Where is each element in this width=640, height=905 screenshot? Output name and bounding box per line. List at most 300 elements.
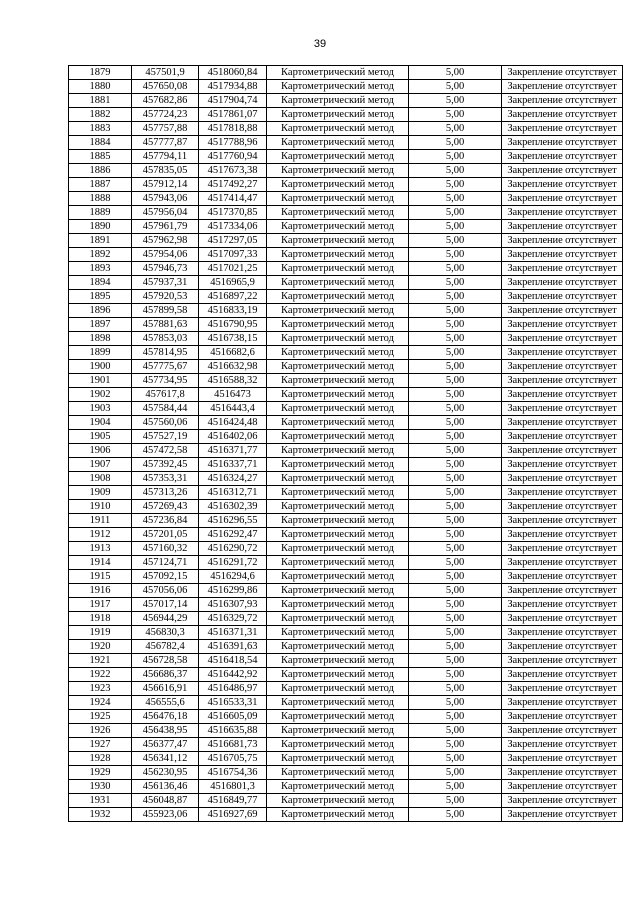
fixation-cell: Закрепление отсутствует [502, 766, 623, 780]
x-coordinate-cell: 457682,86 [132, 94, 199, 108]
table-row [69, 766, 623, 780]
method-cell: Картометрический метод [267, 206, 409, 220]
y-coordinate-cell: 4517904,74 [199, 94, 267, 108]
method-cell: Картометрический метод [267, 500, 409, 514]
fixation-cell: Закрепление отсутствует [502, 318, 623, 332]
fixation-cell: Закрепление отсутствует [502, 472, 623, 486]
y-coordinate-cell: 4516371,77 [199, 444, 267, 458]
point-number-cell: 1892 [69, 248, 132, 262]
point-number-cell: 1926 [69, 724, 132, 738]
point-number-cell: 1886 [69, 164, 132, 178]
method-cell: Картометрический метод [267, 304, 409, 318]
fixation-cell: Закрепление отсутствует [502, 388, 623, 402]
table-row [69, 738, 623, 752]
method-cell: Картометрический метод [267, 346, 409, 360]
point-number-cell: 1918 [69, 612, 132, 626]
method-cell: Картометрический метод [267, 612, 409, 626]
x-coordinate-cell: 456048,87 [132, 794, 199, 808]
point-number-cell: 1898 [69, 332, 132, 346]
fixation-cell: Закрепление отсутствует [502, 402, 623, 416]
table-row [69, 528, 623, 542]
point-number-cell: 1900 [69, 360, 132, 374]
method-cell: Картометрический метод [267, 66, 409, 80]
fixation-cell: Закрепление отсутствует [502, 276, 623, 290]
fixation-cell: Закрепление отсутствует [502, 150, 623, 164]
point-number-cell: 1885 [69, 150, 132, 164]
method-cell: Картометрический метод [267, 374, 409, 388]
y-coordinate-cell: 4516635,88 [199, 724, 267, 738]
fixation-cell: Закрепление отсутствует [502, 724, 623, 738]
accuracy-cell: 5,00 [409, 556, 502, 570]
table-row [69, 598, 623, 612]
table-row [69, 668, 623, 682]
fixation-cell: Закрепление отсутствует [502, 304, 623, 318]
table-row [69, 640, 623, 654]
point-number-cell: 1909 [69, 486, 132, 500]
accuracy-cell: 5,00 [409, 710, 502, 724]
point-number-cell: 1894 [69, 276, 132, 290]
method-cell: Картометрический метод [267, 136, 409, 150]
table-row [69, 150, 623, 164]
fixation-cell: Закрепление отсутствует [502, 668, 623, 682]
accuracy-cell: 5,00 [409, 766, 502, 780]
accuracy-cell: 5,00 [409, 528, 502, 542]
method-cell: Картометрический метод [267, 416, 409, 430]
accuracy-cell: 5,00 [409, 374, 502, 388]
method-cell: Картометрический метод [267, 542, 409, 556]
point-number-cell: 1924 [69, 696, 132, 710]
method-cell: Картометрический метод [267, 598, 409, 612]
accuracy-cell: 5,00 [409, 94, 502, 108]
fixation-cell: Закрепление отсутствует [502, 192, 623, 206]
x-coordinate-cell: 456341,12 [132, 752, 199, 766]
point-number-cell: 1930 [69, 780, 132, 794]
x-coordinate-cell: 455923,06 [132, 808, 199, 822]
method-cell: Картометрический метод [267, 248, 409, 262]
point-number-cell: 1917 [69, 598, 132, 612]
y-coordinate-cell: 4516402,06 [199, 430, 267, 444]
x-coordinate-cell: 457584,44 [132, 402, 199, 416]
x-coordinate-cell: 457943,06 [132, 192, 199, 206]
method-cell: Картометрический метод [267, 430, 409, 444]
x-coordinate-cell: 457353,31 [132, 472, 199, 486]
point-number-cell: 1902 [69, 388, 132, 402]
y-coordinate-cell: 4516833,19 [199, 304, 267, 318]
fixation-cell: Закрепление отсутствует [502, 808, 623, 822]
x-coordinate-cell: 457501,9 [132, 66, 199, 80]
y-coordinate-cell: 4516897,22 [199, 290, 267, 304]
point-number-cell: 1881 [69, 94, 132, 108]
method-cell: Картометрический метод [267, 724, 409, 738]
y-coordinate-cell: 4517370,85 [199, 206, 267, 220]
table-row [69, 430, 623, 444]
table-row [69, 612, 623, 626]
point-number-cell: 1879 [69, 66, 132, 80]
table-row [69, 542, 623, 556]
method-cell: Картометрический метод [267, 584, 409, 598]
point-number-cell: 1901 [69, 374, 132, 388]
table-row [69, 318, 623, 332]
table-row [69, 262, 623, 276]
point-number-cell: 1908 [69, 472, 132, 486]
x-coordinate-cell: 457777,87 [132, 136, 199, 150]
point-number-cell: 1911 [69, 514, 132, 528]
point-number-cell: 1887 [69, 178, 132, 192]
method-cell: Картометрический метод [267, 388, 409, 402]
point-number-cell: 1895 [69, 290, 132, 304]
x-coordinate-cell: 457617,8 [132, 388, 199, 402]
accuracy-cell: 5,00 [409, 626, 502, 640]
x-coordinate-cell: 456555,6 [132, 696, 199, 710]
accuracy-cell: 5,00 [409, 598, 502, 612]
y-coordinate-cell: 4516302,39 [199, 500, 267, 514]
accuracy-cell: 5,00 [409, 360, 502, 374]
table-row [69, 94, 623, 108]
fixation-cell: Закрепление отсутствует [502, 486, 623, 500]
y-coordinate-cell: 4516605,09 [199, 710, 267, 724]
fixation-cell: Закрепление отсутствует [502, 332, 623, 346]
x-coordinate-cell: 457881,63 [132, 318, 199, 332]
point-number-cell: 1922 [69, 668, 132, 682]
method-cell: Картометрический метод [267, 444, 409, 458]
fixation-cell: Закрепление отсутствует [502, 528, 623, 542]
table-row [69, 794, 623, 808]
y-coordinate-cell: 4516705,75 [199, 752, 267, 766]
fixation-cell: Закрепление отсутствует [502, 234, 623, 248]
table-row [69, 388, 623, 402]
x-coordinate-cell: 457056,06 [132, 584, 199, 598]
table-row [69, 360, 623, 374]
fixation-cell: Закрепление отсутствует [502, 374, 623, 388]
x-coordinate-cell: 457853,03 [132, 332, 199, 346]
table-row [69, 304, 623, 318]
table-row [69, 710, 623, 724]
y-coordinate-cell: 4516965,9 [199, 276, 267, 290]
x-coordinate-cell: 457160,32 [132, 542, 199, 556]
fixation-cell: Закрепление отсутствует [502, 738, 623, 752]
fixation-cell: Закрепление отсутствует [502, 178, 623, 192]
y-coordinate-cell: 4516290,72 [199, 542, 267, 556]
y-coordinate-cell: 4516292,47 [199, 528, 267, 542]
method-cell: Картометрический метод [267, 80, 409, 94]
x-coordinate-cell: 457734,95 [132, 374, 199, 388]
point-number-cell: 1906 [69, 444, 132, 458]
accuracy-cell: 5,00 [409, 542, 502, 556]
point-number-cell: 1884 [69, 136, 132, 150]
page-number: 39 [313, 38, 327, 50]
accuracy-cell: 5,00 [409, 332, 502, 346]
fixation-cell: Закрепление отсутствует [502, 108, 623, 122]
y-coordinate-cell: 4516849,77 [199, 794, 267, 808]
table-row [69, 486, 623, 500]
fixation-cell: Закрепление отсутствует [502, 136, 623, 150]
method-cell: Картометрический метод [267, 696, 409, 710]
table-row [69, 780, 623, 794]
point-number-cell: 1929 [69, 766, 132, 780]
fixation-cell: Закрепление отсутствует [502, 66, 623, 80]
y-coordinate-cell: 4517934,88 [199, 80, 267, 94]
x-coordinate-cell: 456830,3 [132, 626, 199, 640]
method-cell: Картометрический метод [267, 192, 409, 206]
y-coordinate-cell: 4517297,05 [199, 234, 267, 248]
x-coordinate-cell: 457560,06 [132, 416, 199, 430]
y-coordinate-cell: 4516294,6 [199, 570, 267, 584]
table-row [69, 332, 623, 346]
point-number-cell: 1889 [69, 206, 132, 220]
point-number-cell: 1910 [69, 500, 132, 514]
method-cell: Картометрический метод [267, 122, 409, 136]
point-number-cell: 1932 [69, 808, 132, 822]
fixation-cell: Закрепление отсутствует [502, 696, 623, 710]
table-row [69, 458, 623, 472]
x-coordinate-cell: 457313,26 [132, 486, 199, 500]
table-row [69, 206, 623, 220]
method-cell: Картометрический метод [267, 794, 409, 808]
method-cell: Картометрический метод [267, 108, 409, 122]
accuracy-cell: 5,00 [409, 318, 502, 332]
table-row [69, 444, 623, 458]
x-coordinate-cell: 457956,04 [132, 206, 199, 220]
method-cell: Картометрический метод [267, 220, 409, 234]
accuracy-cell: 5,00 [409, 150, 502, 164]
x-coordinate-cell: 457899,58 [132, 304, 199, 318]
accuracy-cell: 5,00 [409, 486, 502, 500]
fixation-cell: Закрепление отсутствует [502, 458, 623, 472]
x-coordinate-cell: 457650,08 [132, 80, 199, 94]
table-row [69, 472, 623, 486]
accuracy-cell: 5,00 [409, 164, 502, 178]
y-coordinate-cell: 4516312,71 [199, 486, 267, 500]
accuracy-cell: 5,00 [409, 234, 502, 248]
fixation-cell: Закрепление отсутствует [502, 360, 623, 374]
method-cell: Картометрический метод [267, 164, 409, 178]
x-coordinate-cell: 456616,91 [132, 682, 199, 696]
point-number-cell: 1896 [69, 304, 132, 318]
fixation-cell: Закрепление отсутствует [502, 94, 623, 108]
point-number-cell: 1925 [69, 710, 132, 724]
fixation-cell: Закрепление отсутствует [502, 780, 623, 794]
fixation-cell: Закрепление отсутствует [502, 514, 623, 528]
y-coordinate-cell: 4517097,33 [199, 248, 267, 262]
x-coordinate-cell: 457092,15 [132, 570, 199, 584]
method-cell: Картометрический метод [267, 262, 409, 276]
accuracy-cell: 5,00 [409, 584, 502, 598]
table-row [69, 80, 623, 94]
accuracy-cell: 5,00 [409, 654, 502, 668]
table-row [69, 248, 623, 262]
method-cell: Картометрический метод [267, 640, 409, 654]
x-coordinate-cell: 456686,37 [132, 668, 199, 682]
table-row [69, 66, 623, 80]
point-number-cell: 1915 [69, 570, 132, 584]
point-number-cell: 1891 [69, 234, 132, 248]
accuracy-cell: 5,00 [409, 668, 502, 682]
table-row [69, 584, 623, 598]
table-row [69, 514, 623, 528]
fixation-cell: Закрепление отсутствует [502, 612, 623, 626]
x-coordinate-cell: 456438,95 [132, 724, 199, 738]
y-coordinate-cell: 4516754,36 [199, 766, 267, 780]
point-number-cell: 1882 [69, 108, 132, 122]
point-number-cell: 1921 [69, 654, 132, 668]
table-row [69, 724, 623, 738]
fixation-cell: Закрепление отсутствует [502, 542, 623, 556]
method-cell: Картометрический метод [267, 472, 409, 486]
method-cell: Картометрический метод [267, 332, 409, 346]
point-number-cell: 1888 [69, 192, 132, 206]
table-row [69, 570, 623, 584]
point-number-cell: 1919 [69, 626, 132, 640]
method-cell: Картометрический метод [267, 150, 409, 164]
table-row [69, 178, 623, 192]
x-coordinate-cell: 457937,31 [132, 276, 199, 290]
x-coordinate-cell: 457392,45 [132, 458, 199, 472]
accuracy-cell: 5,00 [409, 430, 502, 444]
x-coordinate-cell: 457954,06 [132, 248, 199, 262]
x-coordinate-cell: 456377,47 [132, 738, 199, 752]
method-cell: Картометрический метод [267, 528, 409, 542]
y-coordinate-cell: 4516299,86 [199, 584, 267, 598]
fixation-cell: Закрепление отсутствует [502, 710, 623, 724]
point-number-cell: 1920 [69, 640, 132, 654]
table-row [69, 808, 623, 822]
x-coordinate-cell: 457962,98 [132, 234, 199, 248]
method-cell: Картометрический метод [267, 626, 409, 640]
y-coordinate-cell: 4516790,95 [199, 318, 267, 332]
accuracy-cell: 5,00 [409, 402, 502, 416]
accuracy-cell: 5,00 [409, 66, 502, 80]
y-coordinate-cell: 4516391,63 [199, 640, 267, 654]
fixation-cell: Закрепление отсутствует [502, 430, 623, 444]
point-number-cell: 1905 [69, 430, 132, 444]
x-coordinate-cell: 456728,58 [132, 654, 199, 668]
fixation-cell: Закрепление отсутствует [502, 416, 623, 430]
y-coordinate-cell: 4517760,94 [199, 150, 267, 164]
method-cell: Картометрический метод [267, 290, 409, 304]
accuracy-cell: 5,00 [409, 346, 502, 360]
y-coordinate-cell: 4517818,88 [199, 122, 267, 136]
x-coordinate-cell: 457794,11 [132, 150, 199, 164]
accuracy-cell: 5,00 [409, 752, 502, 766]
fixation-cell: Закрепление отсутствует [502, 584, 623, 598]
accuracy-cell: 5,00 [409, 808, 502, 822]
accuracy-cell: 5,00 [409, 780, 502, 794]
table-row [69, 556, 623, 570]
table-row [69, 234, 623, 248]
y-coordinate-cell: 4516486,97 [199, 682, 267, 696]
table-row [69, 752, 623, 766]
x-coordinate-cell: 457201,05 [132, 528, 199, 542]
accuracy-cell: 5,00 [409, 458, 502, 472]
x-coordinate-cell: 457814,95 [132, 346, 199, 360]
x-coordinate-cell: 457527,19 [132, 430, 199, 444]
fixation-cell: Закрепление отсутствует [502, 290, 623, 304]
table-row [69, 164, 623, 178]
point-number-cell: 1931 [69, 794, 132, 808]
y-coordinate-cell: 4517334,06 [199, 220, 267, 234]
fixation-cell: Закрепление отсутствует [502, 122, 623, 136]
fixation-cell: Закрепление отсутствует [502, 80, 623, 94]
x-coordinate-cell: 457961,79 [132, 220, 199, 234]
point-number-cell: 1907 [69, 458, 132, 472]
accuracy-cell: 5,00 [409, 794, 502, 808]
point-number-cell: 1928 [69, 752, 132, 766]
method-cell: Картометрический метод [267, 556, 409, 570]
fixation-cell: Закрепление отсутствует [502, 640, 623, 654]
accuracy-cell: 5,00 [409, 388, 502, 402]
x-coordinate-cell: 457912,14 [132, 178, 199, 192]
table-row [69, 696, 623, 710]
y-coordinate-cell: 4516533,31 [199, 696, 267, 710]
method-cell: Картометрический метод [267, 458, 409, 472]
point-number-cell: 1914 [69, 556, 132, 570]
table-row [69, 374, 623, 388]
point-number-cell: 1927 [69, 738, 132, 752]
accuracy-cell: 5,00 [409, 570, 502, 584]
fixation-cell: Закрепление отсутствует [502, 164, 623, 178]
y-coordinate-cell: 4517414,47 [199, 192, 267, 206]
method-cell: Картометрический метод [267, 668, 409, 682]
method-cell: Картометрический метод [267, 780, 409, 794]
point-number-cell: 1893 [69, 262, 132, 276]
x-coordinate-cell: 457835,05 [132, 164, 199, 178]
fixation-cell: Закрепление отсутствует [502, 654, 623, 668]
y-coordinate-cell: 4516801,3 [199, 780, 267, 794]
accuracy-cell: 5,00 [409, 682, 502, 696]
fixation-cell: Закрепление отсутствует [502, 598, 623, 612]
y-coordinate-cell: 4516473 [199, 388, 267, 402]
method-cell: Картометрический метод [267, 234, 409, 248]
accuracy-cell: 5,00 [409, 178, 502, 192]
method-cell: Картометрический метод [267, 682, 409, 696]
y-coordinate-cell: 4516588,32 [199, 374, 267, 388]
x-coordinate-cell: 456136,46 [132, 780, 199, 794]
method-cell: Картометрический метод [267, 276, 409, 290]
table-row [69, 402, 623, 416]
method-cell: Картометрический метод [267, 808, 409, 822]
table-row [69, 220, 623, 234]
fixation-cell: Закрепление отсутствует [502, 346, 623, 360]
fixation-cell: Закрепление отсутствует [502, 262, 623, 276]
accuracy-cell: 5,00 [409, 290, 502, 304]
x-coordinate-cell: 457124,71 [132, 556, 199, 570]
y-coordinate-cell: 4516296,55 [199, 514, 267, 528]
accuracy-cell: 5,00 [409, 640, 502, 654]
y-coordinate-cell: 4516681,73 [199, 738, 267, 752]
y-coordinate-cell: 4517673,38 [199, 164, 267, 178]
fixation-cell: Закрепление отсутствует [502, 220, 623, 234]
accuracy-cell: 5,00 [409, 724, 502, 738]
accuracy-cell: 5,00 [409, 108, 502, 122]
y-coordinate-cell: 4516324,27 [199, 472, 267, 486]
y-coordinate-cell: 4516291,72 [199, 556, 267, 570]
table-row [69, 276, 623, 290]
table-row [69, 136, 623, 150]
accuracy-cell: 5,00 [409, 192, 502, 206]
table-row [69, 682, 623, 696]
y-coordinate-cell: 4517492,27 [199, 178, 267, 192]
point-number-cell: 1880 [69, 80, 132, 94]
x-coordinate-cell: 456944,29 [132, 612, 199, 626]
y-coordinate-cell: 4516424,48 [199, 416, 267, 430]
accuracy-cell: 5,00 [409, 738, 502, 752]
table-row [69, 500, 623, 514]
table-row [69, 192, 623, 206]
table-row [69, 654, 623, 668]
fixation-cell: Закрепление отсутствует [502, 752, 623, 766]
accuracy-cell: 5,00 [409, 612, 502, 626]
point-number-cell: 1890 [69, 220, 132, 234]
